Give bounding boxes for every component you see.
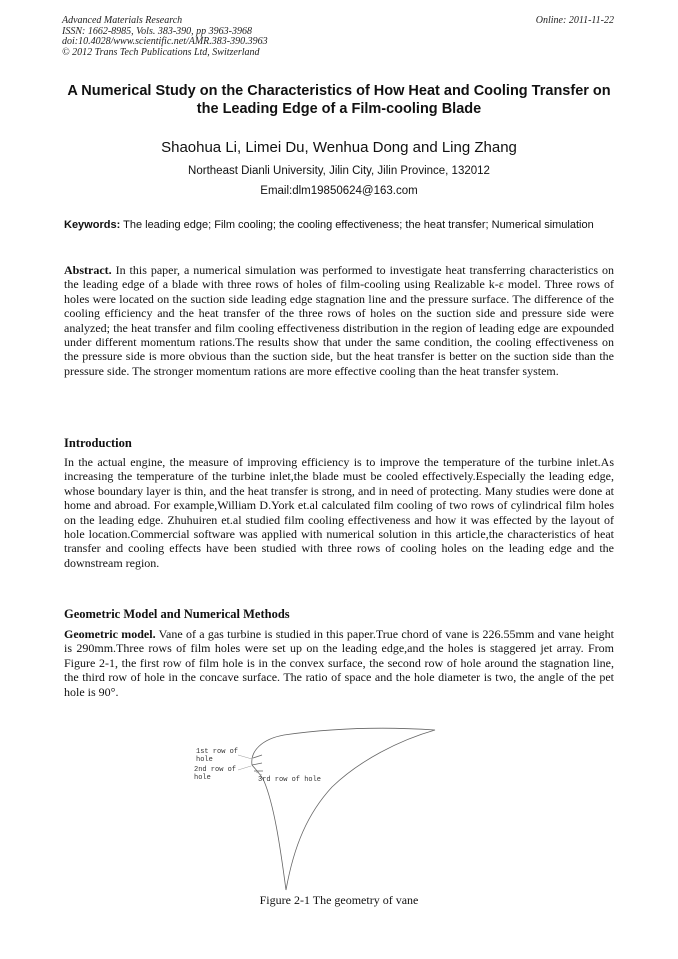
vane-profile — [252, 728, 435, 890]
hole-marker-2 — [252, 763, 262, 765]
introduction-heading: Introduction — [64, 436, 132, 450]
abstract-label: Abstract. — [64, 263, 112, 277]
leader-line-3 — [256, 772, 262, 775]
abstract-text: In this paper, a numerical simulation was performed to investigate heat transferring characteristics on the leading edge of a blade with three rows of holes of film-cooling using Realizable k-ε model. Three rows of holes were located on the suction side leading edge stagnation line and the pressure surface. The difference of the cooling efficiency and the heat transfer of the three rows of holes on the suction side and pressure side were analyzed; the heat transfer and film cooling effectiveness distribution in the region of leading edge are expounded under different momentum rations.The results show that under the same condition, the cooling effectiveness on the pressure side is more obvious than the suction side, but the heat transfer is better on the suction side than the pressure side. The stronger momentum rations are more effective cooling than the heat transfer system. — [64, 263, 614, 378]
copyright-line: © 2012 Trans Tech Publications Ltd, Switzerland — [62, 46, 260, 58]
geometric-model — [64, 627, 614, 699]
online-date: Online: 2011-11-22 — [535, 15, 614, 26]
paper-title: A Numerical Study on the Characteristics of How Heat and Cooling Transfer on the Leading Edge of a Film-cooling Blade — [67, 83, 611, 117]
label-row1-line2: hole — [196, 756, 213, 764]
geometric-heading: Geometric Model and Numerical Methods — [64, 607, 290, 621]
geometric-model-text: Vane of a gas turbine is studied in this paper.True chord of vane is 226.55mm and vane height is 290mm.Three rows of film holes were set up on the leading edge,and the holes is staggered jet array. From Figure 2-1, the first row of film hole is in the convex surface, the second row of hole around the stagnation line, the third row of hole in the concave surface. The ratio of space and the hole diameter is two, the angle of the pet hole is 90°. — [64, 627, 615, 699]
journal-header — [62, 16, 268, 58]
affiliation: Northeast Dianli University, Jilin City, Jilin Province, 132012 — [188, 165, 490, 177]
vane-geometry-figure — [190, 725, 480, 895]
doi-line: doi:10.4028/www.scientific.net/AMR.383-390.3963 — [62, 36, 268, 47]
issn-line: ISSN: 1662-8985, Vols. 383-390, pp 3963-3968 — [62, 25, 252, 37]
email: Email:dlm19850624@163.com — [260, 185, 418, 197]
keywords-label: Keywords: — [64, 219, 121, 231]
leader-line-1 — [238, 755, 252, 759]
leader-line-2 — [238, 766, 251, 770]
label-row1-line1: 1st row of — [196, 748, 239, 756]
introduction-text: In the actual engine, the measure of improving efficiency is to improve the temperature of the turbine inlet.As increasing the temperature of the turbine inlet,the blade must be cooled effectively.Especially the leading edge, whose boundary layer is thin, and the heat transfer is strong, and in need of protecting. Many studies were done at home and abroad. For example,William D.York et.al calculated film cooling of two rows of cylindrical film holes on the leading edge. Zhuhuiren et.al studied film cooling effectiveness and how it was effected by the layout of hole location.Commercial software was applied with numerical solution in this article,the characteristics of heat transfer and cooling effects have been studied with three rows of cooling holes on the leading edge and the downstream region. — [64, 455, 614, 570]
authors: Shaohua Li, Limei Du, Wenhua Dong and Ling Zhang — [161, 139, 517, 156]
label-row2-line2: hole — [194, 774, 211, 782]
hole-marker-1 — [253, 755, 262, 758]
label-row3: 3rd row of hole — [258, 776, 322, 784]
journal-name: Advanced Materials Research — [62, 15, 183, 26]
label-row2-line1: 2nd row of — [194, 766, 237, 774]
geometric-model-label: Geometric model. — [64, 627, 156, 641]
keywords — [64, 219, 614, 233]
abstract — [64, 263, 614, 378]
figure-caption: Figure 2-1 The geometry of vane — [259, 893, 419, 907]
keywords-text: The leading edge; Film cooling; the cooling effectiveness; the heat transfer; Numerical simulation — [123, 219, 594, 231]
